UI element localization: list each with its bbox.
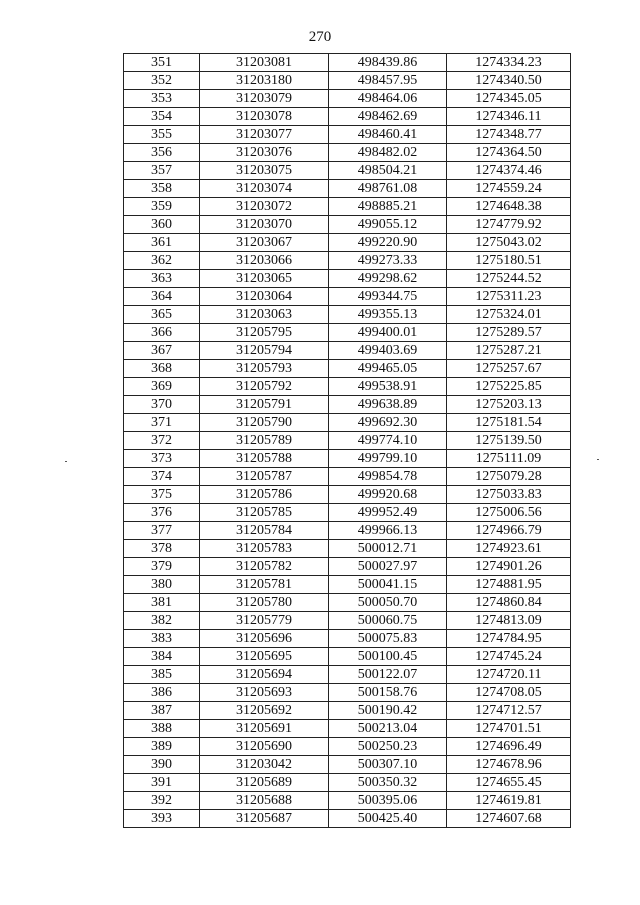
x-coordinate-cell: 500027.97 — [329, 558, 447, 576]
y-coordinate-cell: 1274813.09 — [447, 612, 571, 630]
y-coordinate-cell: 1275287.21 — [447, 342, 571, 360]
table-row — [124, 666, 571, 684]
point-number-cell: 383 — [124, 630, 200, 648]
table-row — [124, 252, 571, 270]
y-coordinate-cell: 1274712.57 — [447, 702, 571, 720]
y-coordinate-cell: 1275033.83 — [447, 486, 571, 504]
y-coordinate-cell: 1274364.50 — [447, 144, 571, 162]
x-coordinate-cell: 499355.13 — [329, 306, 447, 324]
table-row — [124, 360, 571, 378]
x-coordinate-cell: 500395.06 — [329, 792, 447, 810]
table-row — [124, 468, 571, 486]
x-coordinate-cell: 500012.71 — [329, 540, 447, 558]
x-coordinate-cell: 498457.95 — [329, 72, 447, 90]
table-row — [124, 90, 571, 108]
point-code-cell: 31203077 — [200, 126, 329, 144]
point-code-cell: 31205694 — [200, 666, 329, 684]
y-coordinate-cell: 1275079.28 — [447, 468, 571, 486]
table-row — [124, 216, 571, 234]
point-code-cell: 31203180 — [200, 72, 329, 90]
y-coordinate-cell: 1274334.23 — [447, 54, 571, 72]
table-row — [124, 306, 571, 324]
coordinates-table-body — [124, 54, 571, 828]
table-row — [124, 720, 571, 738]
y-coordinate-cell: 1275139.50 — [447, 432, 571, 450]
point-number-cell: 391 — [124, 774, 200, 792]
table-row — [124, 270, 571, 288]
table-row — [124, 378, 571, 396]
x-coordinate-cell: 499403.69 — [329, 342, 447, 360]
point-code-cell: 31205780 — [200, 594, 329, 612]
y-coordinate-cell: 1274648.38 — [447, 198, 571, 216]
x-coordinate-cell: 499220.90 — [329, 234, 447, 252]
point-code-cell: 31205784 — [200, 522, 329, 540]
y-coordinate-cell: 1274701.51 — [447, 720, 571, 738]
point-code-cell: 31205788 — [200, 450, 329, 468]
y-coordinate-cell: 1274340.50 — [447, 72, 571, 90]
table-row — [124, 558, 571, 576]
point-code-cell: 31205689 — [200, 774, 329, 792]
table-row — [124, 198, 571, 216]
point-number-cell: 371 — [124, 414, 200, 432]
y-coordinate-cell: 1274607.68 — [447, 810, 571, 828]
y-coordinate-cell: 1275006.56 — [447, 504, 571, 522]
x-coordinate-cell: 500190.42 — [329, 702, 447, 720]
table-row — [124, 324, 571, 342]
point-code-cell: 31203072 — [200, 198, 329, 216]
x-coordinate-cell: 499854.78 — [329, 468, 447, 486]
point-number-cell: 352 — [124, 72, 200, 90]
x-coordinate-cell: 498460.41 — [329, 126, 447, 144]
point-number-cell: 353 — [124, 90, 200, 108]
point-code-cell: 31205789 — [200, 432, 329, 450]
point-number-cell: 356 — [124, 144, 200, 162]
point-code-cell: 31205781 — [200, 576, 329, 594]
table-row — [124, 108, 571, 126]
point-number-cell: 374 — [124, 468, 200, 486]
x-coordinate-cell: 499055.12 — [329, 216, 447, 234]
point-number-cell: 365 — [124, 306, 200, 324]
point-number-cell: 387 — [124, 702, 200, 720]
point-number-cell: 372 — [124, 432, 200, 450]
table-row — [124, 792, 571, 810]
table-row — [124, 774, 571, 792]
x-coordinate-cell: 499298.62 — [329, 270, 447, 288]
point-number-cell: 379 — [124, 558, 200, 576]
x-coordinate-cell: 498504.21 — [329, 162, 447, 180]
x-coordinate-cell: 500425.40 — [329, 810, 447, 828]
point-code-cell: 31205795 — [200, 324, 329, 342]
point-number-cell: 355 — [124, 126, 200, 144]
table-row — [124, 54, 571, 72]
table-row — [124, 684, 571, 702]
x-coordinate-cell: 499400.01 — [329, 324, 447, 342]
table-row — [124, 162, 571, 180]
x-coordinate-cell: 500307.10 — [329, 756, 447, 774]
point-code-cell: 31203078 — [200, 108, 329, 126]
point-number-cell: 378 — [124, 540, 200, 558]
y-coordinate-cell: 1275257.67 — [447, 360, 571, 378]
x-coordinate-cell: 499920.68 — [329, 486, 447, 504]
table-row — [124, 450, 571, 468]
y-coordinate-cell: 1275324.01 — [447, 306, 571, 324]
y-coordinate-cell: 1274784.95 — [447, 630, 571, 648]
point-code-cell: 31205691 — [200, 720, 329, 738]
point-code-cell: 31205792 — [200, 378, 329, 396]
scan-speck-right — [597, 459, 599, 460]
point-code-cell: 31205791 — [200, 396, 329, 414]
x-coordinate-cell: 500213.04 — [329, 720, 447, 738]
x-coordinate-cell: 500060.75 — [329, 612, 447, 630]
point-number-cell: 369 — [124, 378, 200, 396]
point-code-cell: 31203066 — [200, 252, 329, 270]
table-row — [124, 810, 571, 828]
x-coordinate-cell: 499952.49 — [329, 504, 447, 522]
point-code-cell: 31203079 — [200, 90, 329, 108]
x-coordinate-cell: 499465.05 — [329, 360, 447, 378]
x-coordinate-cell: 499638.89 — [329, 396, 447, 414]
point-number-cell: 366 — [124, 324, 200, 342]
y-coordinate-cell: 1275111.09 — [447, 450, 571, 468]
y-coordinate-cell: 1274678.96 — [447, 756, 571, 774]
point-code-cell: 31203065 — [200, 270, 329, 288]
point-code-cell: 31205690 — [200, 738, 329, 756]
y-coordinate-cell: 1275225.85 — [447, 378, 571, 396]
table-row — [124, 486, 571, 504]
x-coordinate-cell: 500350.32 — [329, 774, 447, 792]
table-row — [124, 756, 571, 774]
point-code-cell: 31203063 — [200, 306, 329, 324]
table-row — [124, 612, 571, 630]
point-number-cell: 363 — [124, 270, 200, 288]
point-code-cell: 31203075 — [200, 162, 329, 180]
point-code-cell: 31203081 — [200, 54, 329, 72]
table-row — [124, 288, 571, 306]
point-number-cell: 354 — [124, 108, 200, 126]
y-coordinate-cell: 1274348.77 — [447, 126, 571, 144]
y-coordinate-cell: 1274881.95 — [447, 576, 571, 594]
y-coordinate-cell: 1274346.11 — [447, 108, 571, 126]
x-coordinate-cell: 499692.30 — [329, 414, 447, 432]
x-coordinate-cell: 498439.86 — [329, 54, 447, 72]
x-coordinate-cell: 498761.08 — [329, 180, 447, 198]
point-number-cell: 382 — [124, 612, 200, 630]
point-number-cell: 375 — [124, 486, 200, 504]
point-code-cell: 31205782 — [200, 558, 329, 576]
point-number-cell: 392 — [124, 792, 200, 810]
x-coordinate-cell: 499774.10 — [329, 432, 447, 450]
table-row — [124, 180, 571, 198]
point-code-cell: 31205695 — [200, 648, 329, 666]
y-coordinate-cell: 1275181.54 — [447, 414, 571, 432]
y-coordinate-cell: 1274374.46 — [447, 162, 571, 180]
x-coordinate-cell: 499966.13 — [329, 522, 447, 540]
point-number-cell: 376 — [124, 504, 200, 522]
point-code-cell: 31203076 — [200, 144, 329, 162]
point-number-cell: 384 — [124, 648, 200, 666]
y-coordinate-cell: 1275289.57 — [447, 324, 571, 342]
y-coordinate-cell: 1275203.13 — [447, 396, 571, 414]
point-number-cell: 367 — [124, 342, 200, 360]
x-coordinate-cell: 500041.15 — [329, 576, 447, 594]
x-coordinate-cell: 498462.69 — [329, 108, 447, 126]
x-coordinate-cell: 500075.83 — [329, 630, 447, 648]
y-coordinate-cell: 1274708.05 — [447, 684, 571, 702]
table-row — [124, 630, 571, 648]
point-code-cell: 31203067 — [200, 234, 329, 252]
point-number-cell: 358 — [124, 180, 200, 198]
x-coordinate-cell: 500250.23 — [329, 738, 447, 756]
x-coordinate-cell: 499799.10 — [329, 450, 447, 468]
point-code-cell: 31205687 — [200, 810, 329, 828]
y-coordinate-cell: 1274745.24 — [447, 648, 571, 666]
point-code-cell: 31203042 — [200, 756, 329, 774]
point-code-cell: 31203070 — [200, 216, 329, 234]
x-coordinate-cell: 498482.02 — [329, 144, 447, 162]
point-number-cell: 385 — [124, 666, 200, 684]
table-row — [124, 234, 571, 252]
point-code-cell: 31205783 — [200, 540, 329, 558]
table-row — [124, 576, 571, 594]
point-number-cell: 357 — [124, 162, 200, 180]
point-code-cell: 31205786 — [200, 486, 329, 504]
point-number-cell: 377 — [124, 522, 200, 540]
y-coordinate-cell: 1274901.26 — [447, 558, 571, 576]
point-code-cell: 31205793 — [200, 360, 329, 378]
y-coordinate-cell: 1274720.11 — [447, 666, 571, 684]
y-coordinate-cell: 1274966.79 — [447, 522, 571, 540]
point-number-cell: 359 — [124, 198, 200, 216]
point-number-cell: 360 — [124, 216, 200, 234]
table-row — [124, 504, 571, 522]
x-coordinate-cell: 499344.75 — [329, 288, 447, 306]
x-coordinate-cell: 500050.70 — [329, 594, 447, 612]
point-number-cell: 388 — [124, 720, 200, 738]
point-number-cell: 386 — [124, 684, 200, 702]
point-number-cell: 390 — [124, 756, 200, 774]
y-coordinate-cell: 1275180.51 — [447, 252, 571, 270]
point-number-cell: 381 — [124, 594, 200, 612]
table-row — [124, 396, 571, 414]
y-coordinate-cell: 1275244.52 — [447, 270, 571, 288]
y-coordinate-cell: 1274696.49 — [447, 738, 571, 756]
x-coordinate-cell: 500158.76 — [329, 684, 447, 702]
y-coordinate-cell: 1274655.45 — [447, 774, 571, 792]
x-coordinate-cell: 498464.06 — [329, 90, 447, 108]
table-row — [124, 648, 571, 666]
table-row — [124, 414, 571, 432]
point-code-cell: 31203074 — [200, 180, 329, 198]
coordinates-table — [123, 53, 571, 828]
point-number-cell: 393 — [124, 810, 200, 828]
point-number-cell: 361 — [124, 234, 200, 252]
x-coordinate-cell: 500122.07 — [329, 666, 447, 684]
point-number-cell: 389 — [124, 738, 200, 756]
point-number-cell: 362 — [124, 252, 200, 270]
page-number: 270 — [308, 29, 332, 45]
x-coordinate-cell: 499273.33 — [329, 252, 447, 270]
y-coordinate-cell: 1274345.05 — [447, 90, 571, 108]
point-code-cell: 31203064 — [200, 288, 329, 306]
point-code-cell: 31205693 — [200, 684, 329, 702]
table-row — [124, 144, 571, 162]
point-code-cell: 31205787 — [200, 468, 329, 486]
y-coordinate-cell: 1274923.61 — [447, 540, 571, 558]
table-row — [124, 432, 571, 450]
y-coordinate-cell: 1274860.84 — [447, 594, 571, 612]
scan-speck-left — [65, 461, 67, 462]
table-row — [124, 126, 571, 144]
point-code-cell: 31205688 — [200, 792, 329, 810]
point-code-cell: 31205779 — [200, 612, 329, 630]
point-number-cell: 373 — [124, 450, 200, 468]
y-coordinate-cell: 1274779.92 — [447, 216, 571, 234]
point-code-cell: 31205692 — [200, 702, 329, 720]
table-row — [124, 522, 571, 540]
table-row — [124, 594, 571, 612]
y-coordinate-cell: 1275311.23 — [447, 288, 571, 306]
table-row — [124, 72, 571, 90]
point-number-cell: 380 — [124, 576, 200, 594]
point-code-cell: 31205790 — [200, 414, 329, 432]
table-row — [124, 540, 571, 558]
table-row — [124, 342, 571, 360]
x-coordinate-cell: 499538.91 — [329, 378, 447, 396]
table-row — [124, 738, 571, 756]
y-coordinate-cell: 1274559.24 — [447, 180, 571, 198]
point-number-cell: 368 — [124, 360, 200, 378]
point-code-cell: 31205794 — [200, 342, 329, 360]
point-number-cell: 364 — [124, 288, 200, 306]
point-code-cell: 31205696 — [200, 630, 329, 648]
point-number-cell: 370 — [124, 396, 200, 414]
table-row — [124, 702, 571, 720]
x-coordinate-cell: 500100.45 — [329, 648, 447, 666]
x-coordinate-cell: 498885.21 — [329, 198, 447, 216]
y-coordinate-cell: 1275043.02 — [447, 234, 571, 252]
point-code-cell: 31205785 — [200, 504, 329, 522]
y-coordinate-cell: 1274619.81 — [447, 792, 571, 810]
point-number-cell: 351 — [124, 54, 200, 72]
